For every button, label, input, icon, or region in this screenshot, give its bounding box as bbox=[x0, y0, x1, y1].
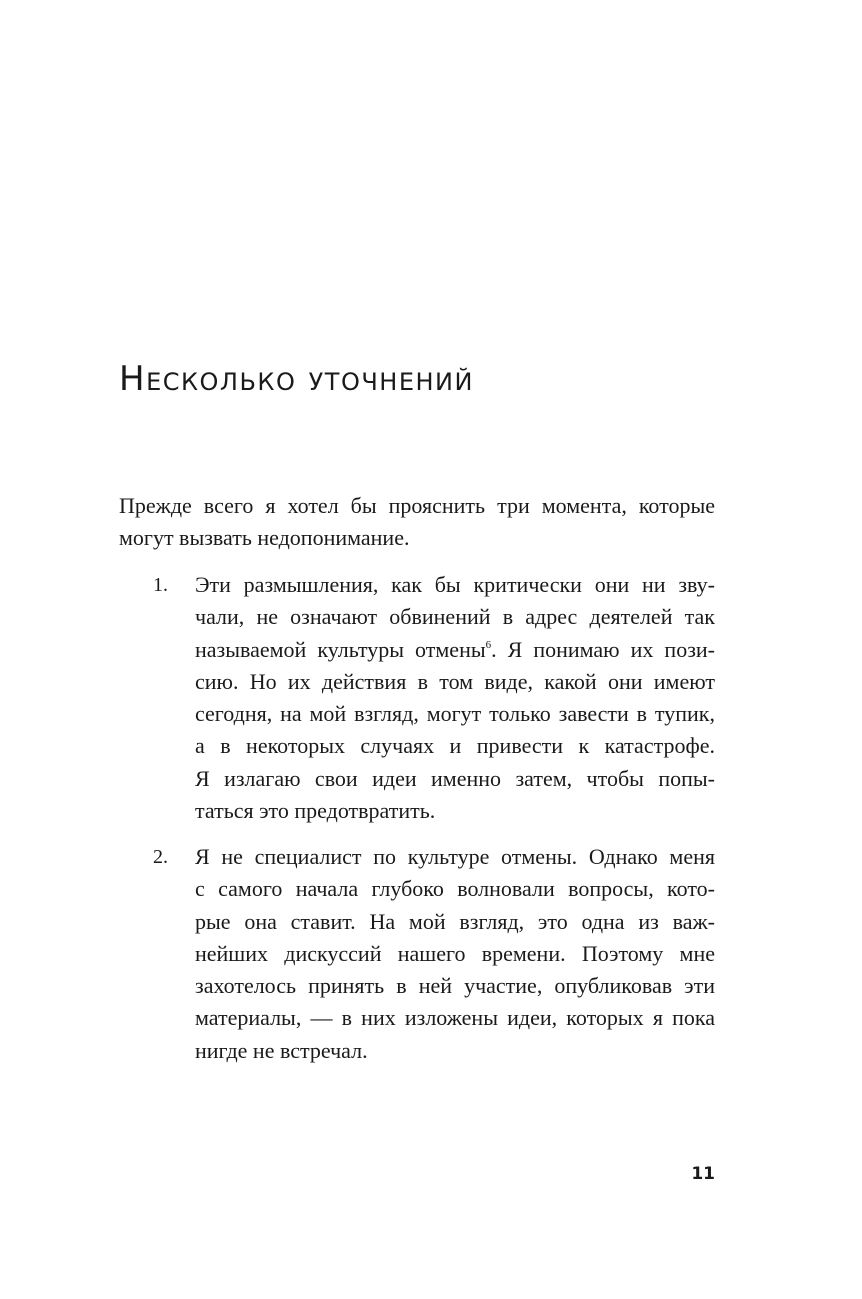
text-line: чали, не означают обвинений в адрес деятелей так bbox=[195, 604, 715, 630]
text-line: с самого начала глубоко волновали вопросы, кото- bbox=[195, 876, 715, 902]
text-line: сию. Но их действия в том виде, какой они имеют bbox=[195, 668, 715, 694]
list-item-text bbox=[195, 569, 715, 827]
text-line: Прежде всего я хотел бы прояснить три момента, которые bbox=[119, 493, 715, 518]
intro-paragraph bbox=[119, 490, 715, 555]
text-fragment: называемой культуры отмены bbox=[195, 636, 486, 662]
text-line-with-footnote bbox=[195, 634, 715, 666]
text-line: Эти размышления, как бы критически они ни зву- bbox=[195, 572, 715, 597]
footnote-marker: 6 bbox=[485, 638, 492, 651]
text-line: Я излагаю свои идеи именно затем, чтобы попы- bbox=[195, 765, 715, 791]
page-title: Несколько уточнений bbox=[119, 359, 474, 399]
list-number: 2. bbox=[153, 846, 168, 868]
text-fragment: . Я понимаю их пози- bbox=[491, 636, 715, 662]
text-line: нигде не встречал. bbox=[195, 1037, 368, 1063]
text-line: рые она ставит. На мой взгляд, это одна из важ- bbox=[195, 908, 715, 934]
page-number: 11 bbox=[691, 1164, 715, 1184]
text-line: Я не специалист по культуре отмены. Однако меня bbox=[195, 844, 715, 869]
text-line: могут вызвать недопонимание. bbox=[119, 525, 410, 551]
list-item-text bbox=[195, 841, 715, 1067]
text-line: сегодня, на мой взгляд, могут только завести в тупик, bbox=[195, 701, 715, 727]
text-line: таться это предотвратить. bbox=[195, 798, 436, 824]
list-number: 1. bbox=[153, 574, 168, 596]
text-line: захотелось принять в ней участие, опубликовав эти bbox=[195, 973, 715, 999]
text-line: нейших дискуссий нашего времени. Поэтому мне bbox=[195, 940, 715, 966]
text-line: а в некоторых случаях и привести к катастрофе. bbox=[195, 733, 715, 759]
text-line: материалы, — в них изложены идеи, которых я пока bbox=[195, 1005, 715, 1031]
